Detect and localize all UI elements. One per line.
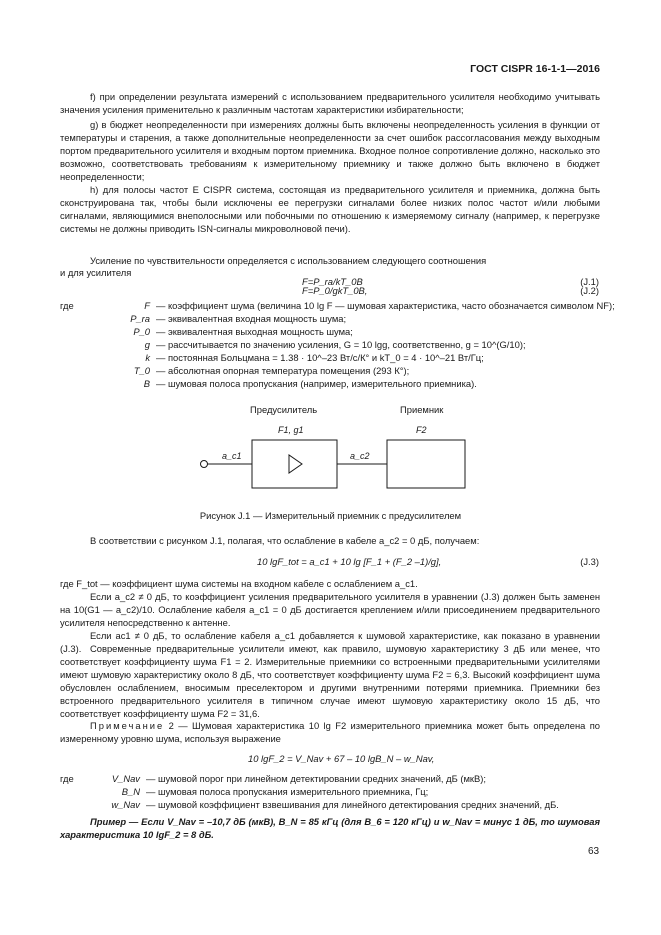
definition-text: — шумовая полоса пропускания измерительного приемника, Гц;	[146, 786, 429, 797]
cable-ac1-label: a_c1	[222, 451, 242, 461]
equation-j1: F=P_ra/kT_0B	[302, 276, 363, 287]
figure-caption: Рисунок J.1 — Измерительный приемник с предусилителем	[199, 510, 462, 521]
definition-prefix: где	[60, 773, 74, 784]
equation-j3-number: (J.3)	[580, 556, 599, 567]
definition-prefix: где	[60, 300, 74, 311]
definition-text: — абсолютная опорная температура помещения (293 К°);	[156, 365, 410, 376]
definition-symbol: B_N	[121, 786, 140, 797]
preamp-params-label: F1, g1	[278, 425, 304, 435]
note-paragraph	[60, 719, 600, 745]
preamp-label: Предусилитель	[250, 404, 318, 415]
definition-row	[60, 351, 620, 364]
definition-symbol: g	[144, 339, 150, 350]
paragraph-ac1: Если ac1 ≠ 0 дБ, то ослабление кабеля a_c1 добавляется к шумовой характеристике, как показано в уравнении (J.3).	[60, 630, 600, 654]
paragraph-h: h) для полосы частот E CISPR система, состоящая из предварительного усилителя и приемника, должна быть сконструирована так, чтобы были исключены ее перегрузки сигналами более низких полос частот и/или любыми сигналами, являющимися внеполосными или побочными по отношению к измеряемому сигналу (например, к перегрузке системы не должны приводить ISN-сигналы микроволновой печи).	[60, 184, 600, 234]
definition-text: — эквивалентная входная мощность шума;	[156, 313, 347, 324]
equation-j1-number: (J.1)	[580, 276, 599, 287]
definition-text: — постоянная Больцмана = 1.38 · 10^–23 Вт/с/К° и kT_0 = 4 · 10^–21 Вт/Гц;	[156, 352, 484, 363]
paragraph-g: g) в бюджет неопределенности при измерениях должны быть включены неопределенность усиления в функции от температуры и старения, а также дополнительные неопределенности за счет ошибок рассогласования между выходным портом предварительного усилителя и входным портом приемника. Входное полное сопротивление должно, насколько это возможно, соответствовать требованиям к измерительному приемнику и также должно быть включено в бюджет неопределенности;	[60, 119, 600, 182]
definition-row	[60, 785, 620, 798]
note-definitions-list	[60, 772, 620, 811]
receiver-label: Приемник	[400, 404, 444, 415]
note-label: Примечание	[90, 720, 165, 731]
paragraph-for-amp: и для усилителя	[60, 267, 132, 278]
definition-row	[60, 338, 620, 351]
definition-text: — рассчитывается по значению усиления, G = 10 lgg, соответственно, g = 10^(G/10);	[156, 339, 526, 350]
example-paragraph: Пример — Если V_Nav = –10,7 дБ (мкВ), B_N = 85 кГц (для B_6 = 120 кГц) и w_Nav = минус 1 дБ, то шумовая характеристика 10 lgF_2 = 8 дБ.	[60, 816, 600, 840]
receiver-block	[387, 440, 465, 488]
definition-row	[60, 299, 620, 312]
paragraph-gain-intro: Усиление по чувствительности определяется с использованием следующего соотношения	[90, 255, 487, 266]
cable-ac2-label: a_c2	[350, 451, 370, 461]
definition-text: — шумовой коэффициент взвешивания для линейного детектирования средних значений, дБ.	[146, 799, 559, 810]
definition-row	[60, 798, 620, 811]
definition-symbol: B	[143, 378, 150, 389]
definition-text: — эквивалентная выходная мощность шума;	[156, 326, 353, 337]
paragraph-f: f) при определении результата измерений с использованием предварительного усилителя необходимо учитывать значения усиления применительно к различным частотам характеристики избирательности;	[60, 91, 600, 115]
definition-row	[60, 364, 620, 377]
page-number: 63	[588, 846, 600, 857]
definition-row	[60, 325, 620, 338]
receiver-params-label: F2	[416, 425, 427, 435]
definition-symbol: P_ra	[130, 313, 150, 324]
definitions-list	[60, 299, 620, 390]
paragraph-ftot-def: где F_tot — коэффициент шума системы на входном кабеле с ослаблением a_c1.	[60, 578, 418, 589]
figure-preamp-diagram	[190, 400, 480, 500]
definition-symbol: F	[144, 300, 150, 311]
definition-symbol: P_0	[133, 326, 150, 337]
definition-row	[60, 312, 620, 325]
definition-symbol: w_Nav	[111, 799, 140, 810]
equation-j2: F=P_0/gkT_0B,	[302, 285, 368, 296]
input-terminal	[201, 461, 208, 468]
document-header: ГОСТ CISPR 16-1-1—2016	[470, 63, 600, 75]
definition-text: — шумовая полоса пропускания (например, измерительного приемника).	[156, 378, 477, 389]
equation-j2-number: (J.2)	[580, 285, 599, 296]
definition-symbol: T_0	[133, 365, 150, 376]
paragraph-ac2: Если a_c2 ≠ 0 дБ, то коэффициент усиления предварительного усилителя в уравнении (J.3) должен быть заменен на 10(G1 — a_c2)/10. Ослабление кабеля a_c1 = 0 дБ достигается креплением и/или присоединением предварительного усилителя непосредственно к антенне.	[60, 591, 600, 628]
definition-symbol: k	[145, 352, 150, 363]
definition-text: — коэффициент шума (величина 10 lg F — шумовая характеристика, часто обозначается символом NF);	[156, 300, 615, 311]
paragraph-fig-intro: В соответствии с рисунком J.1, полагая, что ослабление в кабеле a_c2 = 0 дБ, получаем:	[90, 535, 480, 546]
definition-text: — шумовой порог при линейном детектировании средних значений, дБ (мкВ);	[146, 773, 487, 784]
note-text: 2 — Шумовая характеристика 10 lg F2 измерительного приемника может быть определена по измеренному уровню шума, используя выражение	[60, 720, 600, 744]
paragraph-modern: Современные предварительные усилители имеют, как правило, шумовую характеристику 3 дБ или менее, что соответствует коэффициенту шума F1 = 2. Измерительные приемники со встроенными предварительными усилителями имеют шумовую характеристику около 8 дБ, что соответствует коэффициенту шума F2 = 6,3. Высокий коэффициент шума обусловлен ослаблением, вносимым преселектором и другими внутренними потерями приемника. Приемники без встроенного предварительного усилителя в типичном случае имеют шумовую характеристику около 15 дБ, что соответствует коэффициенту шума F2 = 31,6.	[60, 643, 600, 719]
equation-note: 10 lgF_2 = V_Nav + 67 – 10 lgB_N – w_Nav,	[248, 753, 435, 764]
definition-row	[60, 772, 620, 785]
equation-j3: 10 lgF_tot = a_c1 + 10 lg [F_1 + (F_2 –1)/g],	[257, 556, 442, 567]
definition-row	[60, 377, 620, 390]
definition-symbol: V_Nav	[111, 773, 140, 784]
